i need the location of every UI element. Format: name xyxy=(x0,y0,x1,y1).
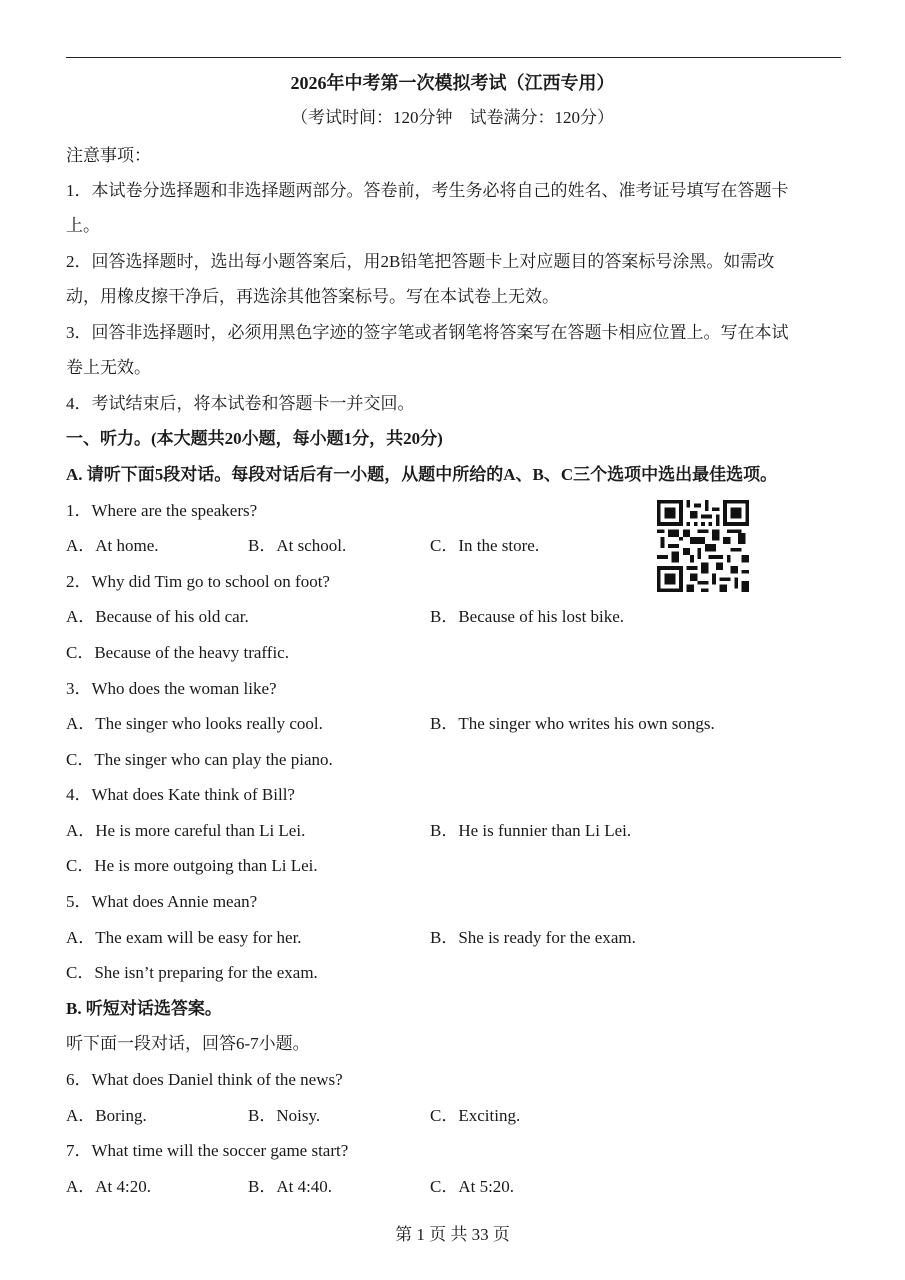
question-3: 3．Who does the woman like? xyxy=(66,679,277,698)
question-6: 6．What does Daniel think of the news? xyxy=(66,1070,343,1089)
question-1: 1．Where are the speakers? xyxy=(66,501,258,520)
q2-option-c[interactable]: C．Because of the heavy traffic. xyxy=(66,643,289,662)
q7-option-a[interactable]: A．At 4:20. xyxy=(66,1177,151,1196)
q6-option-a[interactable]: A．Boring. xyxy=(66,1106,147,1125)
q4-option-c[interactable]: C．He is more outgoing than Li Lei. xyxy=(66,856,318,875)
note-2: 2．回答选择题时，选出每小题答案后，用2B铅笔把答题卡上对应题目的答案标号涂黑。如需改 xyxy=(66,252,775,271)
note-3-cont: 卷上无效。 xyxy=(66,358,151,377)
exam-title: 2026年中考第一次模拟考试（江西专用） xyxy=(290,73,615,93)
note-3: 3．回答非选择题时，必须用黑色字迹的签字笔或者钢笔将答案写在答题卡相应位置上。写在本试 xyxy=(66,323,789,342)
q3-option-a[interactable]: A．The singer who looks really cool. xyxy=(66,714,323,733)
header-rule xyxy=(66,57,841,58)
note-1-cont: 上。 xyxy=(66,216,100,235)
q2-option-b[interactable]: B．Because of his lost bike. xyxy=(430,607,625,626)
q6-option-b[interactable]: B．Noisy. xyxy=(248,1106,321,1125)
q5-option-c[interactable]: C．She isn’t preparing for the exam. xyxy=(66,963,318,982)
question-4: 4．What does Kate think of Bill? xyxy=(66,785,295,804)
part-b-heading: B. 听短对话选答案。 xyxy=(66,999,222,1018)
question-7: 7．What time will the soccer game start? xyxy=(66,1141,349,1160)
question-2: 2．Why did Tim go to school on foot? xyxy=(66,572,330,591)
note-1: 1．本试卷分选择题和非选择题两部分。答卷前，考生务必将自己的姓名、准考证号填写在答题卡 xyxy=(66,181,789,200)
part-b-intro: 听下面一段对话，回答6-7小题。 xyxy=(66,1034,310,1053)
note-2-cont: 动，用橡皮擦干净后，再选涂其他答案标号。写在本试卷上无效。 xyxy=(66,287,559,306)
page-number: 第 1 页 共 33 页 xyxy=(395,1225,510,1244)
section-heading: 一、听力。(本大题共20小题，每小题1分，共20分) xyxy=(66,429,443,448)
q2-option-a[interactable]: A．Because of his old car. xyxy=(66,607,249,626)
q3-option-b[interactable]: B．The singer who writes his own songs. xyxy=(430,714,715,733)
q3-option-c[interactable]: C．The singer who can play the piano. xyxy=(66,750,333,769)
q5-option-a[interactable]: A．The exam will be easy for her. xyxy=(66,928,302,947)
notes-heading: 注意事项： xyxy=(66,146,151,165)
q1-option-b[interactable]: B．At school. xyxy=(248,536,347,555)
q7-option-b[interactable]: B．At 4:40. xyxy=(248,1177,333,1196)
q7-option-c[interactable]: C．At 5:20. xyxy=(430,1177,515,1196)
question-5: 5．What does Annie mean? xyxy=(66,892,258,911)
q1-option-c[interactable]: C．In the store. xyxy=(430,536,540,555)
q4-option-b[interactable]: B．He is funnier than Li Lei. xyxy=(430,821,632,840)
note-4: 4．考试结束后，将本试卷和答题卡一并交回。 xyxy=(66,394,415,413)
q4-option-a[interactable]: A．He is more careful than Li Lei. xyxy=(66,821,306,840)
q5-option-b[interactable]: B．She is ready for the exam. xyxy=(430,928,636,947)
q6-option-c[interactable]: C．Exciting. xyxy=(430,1106,521,1125)
part-a-instructions: A. 请听下面5段对话。每段对话后有一小题，从题中所给的A、B、C三个选项中选出最佳选项。 xyxy=(66,465,778,484)
exam-subtitle: （考试时间：120分钟 试卷满分：120分） xyxy=(291,108,614,127)
qr-code-icon xyxy=(652,500,754,592)
q1-option-a[interactable]: A．At home. xyxy=(66,536,159,555)
